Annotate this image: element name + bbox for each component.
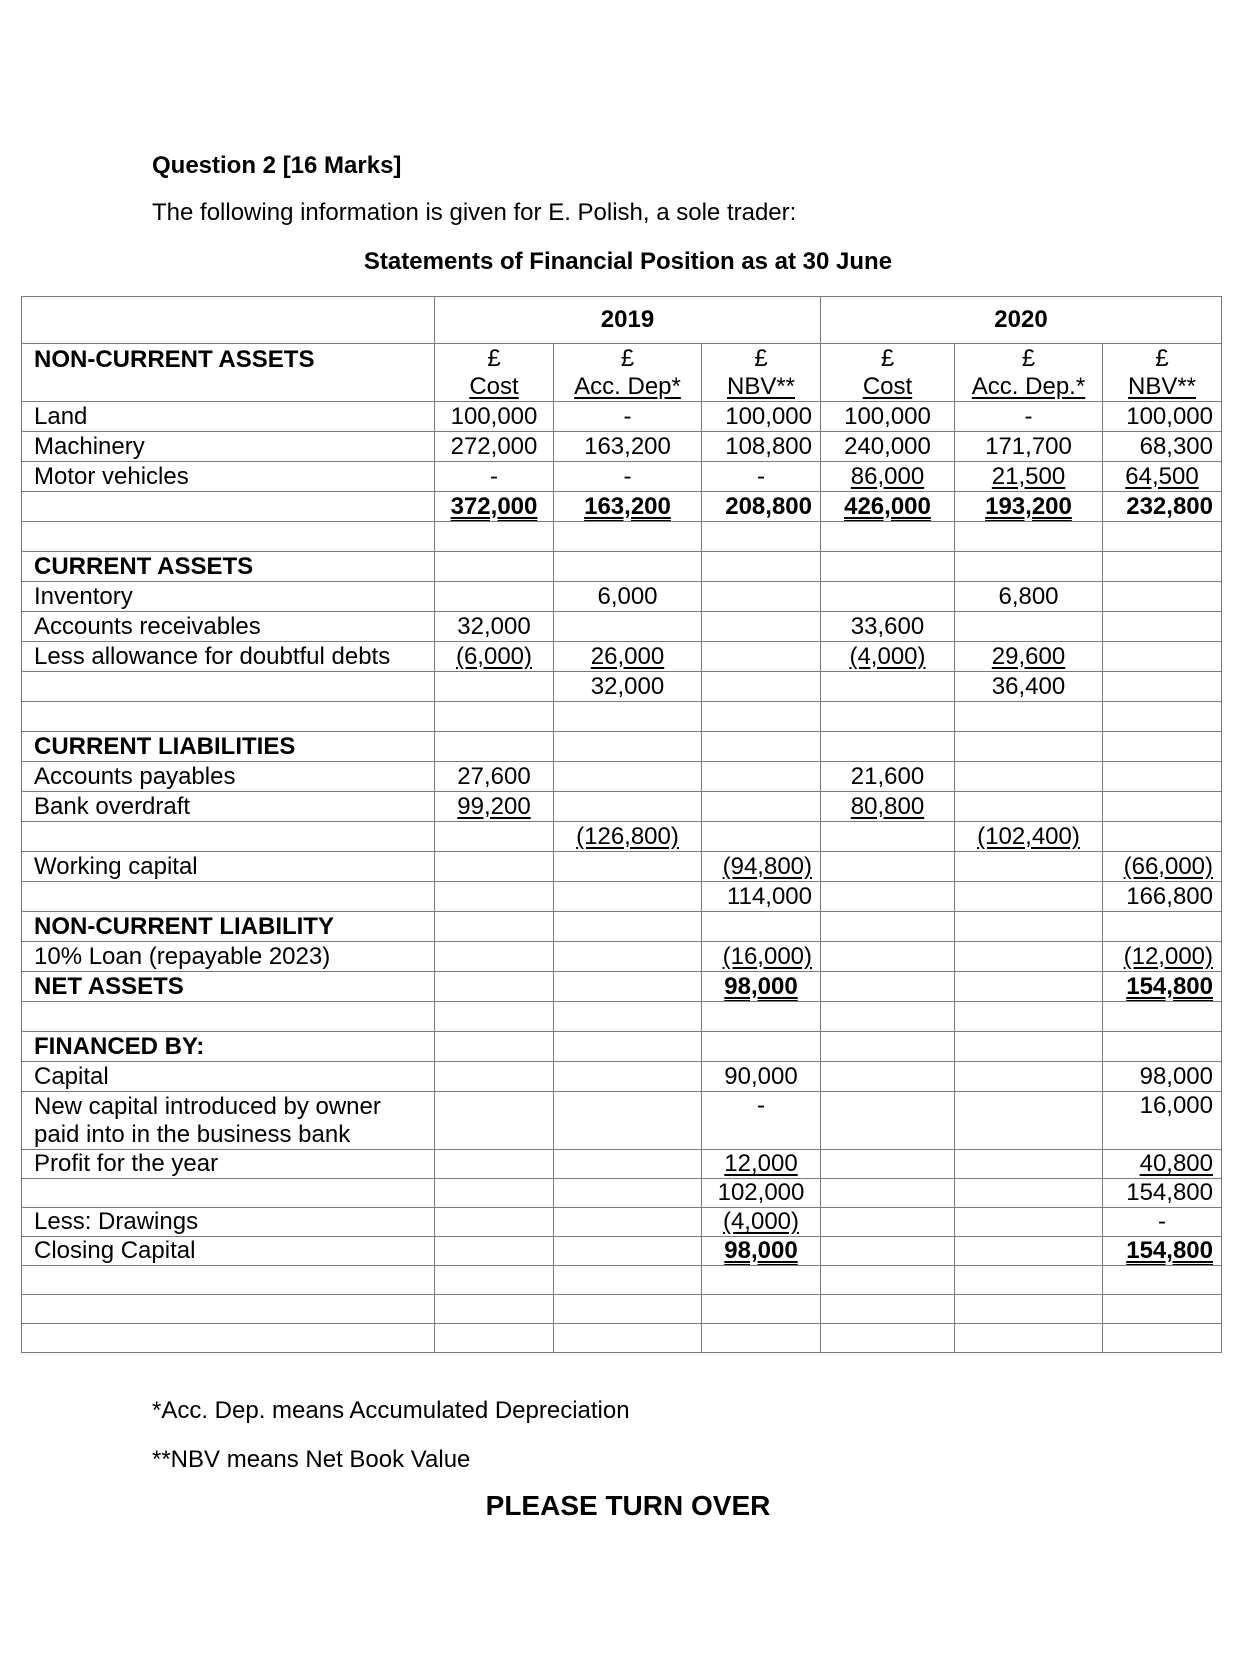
table-row-financed-heading xyxy=(22,1032,1222,1062)
cell-cl-total-2019: (126,800) xyxy=(576,822,679,850)
table-row-spacer xyxy=(22,1266,1222,1295)
col-cost-label: Cost xyxy=(469,372,519,400)
cell-net-assets-2019: 98,000 xyxy=(724,972,798,1000)
cell-loan-2020: (12,000) xyxy=(1123,942,1213,970)
cell-cost-2020: 426,000 xyxy=(844,492,931,520)
row-label: Capital xyxy=(22,1062,435,1092)
cell-cost-2019: 272,000 xyxy=(435,432,554,462)
row-label: Motor vehicles xyxy=(22,462,435,492)
column-header-row xyxy=(22,344,1222,402)
table-row-new-capital xyxy=(22,1092,1222,1150)
cell-inventory-2019: 6,000 xyxy=(554,582,702,612)
footnote-accdep: *Acc. Dep. means Accumulated Depreciation xyxy=(152,1397,630,1424)
cell-nbv-2019: 208,800 xyxy=(702,492,821,522)
cell-nbv-2019: - xyxy=(702,462,821,492)
cell-subtotal-2020: 166,800 xyxy=(1103,882,1222,912)
row-label: Machinery xyxy=(22,432,435,462)
ca-heading: CURRENT ASSETS xyxy=(22,552,435,582)
nca-heading: NON-CURRENT ASSETS xyxy=(22,344,435,402)
cell-cl-total-2020: (102,400) xyxy=(977,822,1080,850)
table-row-subtotal xyxy=(22,882,1222,912)
currency-symbol: £ xyxy=(754,344,768,372)
row-label: 10% Loan (repayable 2023) xyxy=(22,942,435,972)
col-nbv-2020 xyxy=(1103,344,1222,402)
cell-nbv-2019: 108,800 xyxy=(702,432,821,462)
table-row-ca-heading xyxy=(22,552,1222,582)
cell-cap-subtotal-2019: 102,000 xyxy=(702,1179,821,1208)
cell-ca-total-2020: 36,400 xyxy=(955,672,1103,702)
cell-overdraft-2020: 80,800 xyxy=(850,792,925,820)
row-label: Accounts payables xyxy=(22,762,435,792)
table-row-overdraft xyxy=(22,792,1222,822)
cell-nbv-2020: 232,800 xyxy=(1103,492,1222,522)
col-accdep-2019 xyxy=(554,344,702,402)
table-row-motor-vehicles xyxy=(22,462,1222,492)
table-row-working-capital xyxy=(22,852,1222,882)
cell-accdep-2020: - xyxy=(955,402,1103,432)
col-accdep-2020 xyxy=(955,344,1103,402)
year-2020-header: 2020 xyxy=(821,297,1222,344)
ncl-heading: NON-CURRENT LIABILITY xyxy=(22,912,435,942)
table-row-spacer xyxy=(22,1002,1222,1032)
currency-symbol: £ xyxy=(620,344,635,372)
cell-profit-2019: 12,000 xyxy=(724,1150,798,1177)
col-nbv-2019 xyxy=(702,344,821,402)
col-cost-2019 xyxy=(435,344,554,402)
row-label: Inventory xyxy=(22,582,435,612)
intro-text: The following information is given for E. Polish, a sole trader: xyxy=(152,199,797,226)
col-cost-2020 xyxy=(821,344,955,402)
cell-closing-2020: 154,800 xyxy=(1126,1237,1213,1264)
financial-position-table xyxy=(21,296,1222,1353)
table-row-net-assets xyxy=(22,972,1222,1002)
cell-cost-2019: 372,000 xyxy=(450,492,538,520)
row-label xyxy=(22,1092,435,1150)
row-label xyxy=(22,492,435,522)
please-turn-over: PLEASE TURN OVER xyxy=(485,1490,771,1521)
row-label: Less: Drawings xyxy=(22,1208,435,1237)
table-row-allowance xyxy=(22,642,1222,672)
row-label: Land xyxy=(22,402,435,432)
table-row-cap-subtotal xyxy=(22,1179,1222,1208)
row-label: Accounts receivables xyxy=(22,612,435,642)
cell-working-capital-2019: (94,800) xyxy=(722,852,812,880)
table-row-ca-total xyxy=(22,672,1222,702)
cell-allowance-2019: (6,000) xyxy=(455,642,533,670)
table-row-cl-heading xyxy=(22,732,1222,762)
cell-accdep-2020: 21,500 xyxy=(991,462,1066,490)
row-label: NET ASSETS xyxy=(22,972,435,1002)
cell-accdep-2020: 193,200 xyxy=(985,492,1072,520)
currency-symbol: £ xyxy=(880,344,895,372)
row-label: Closing Capital xyxy=(22,1237,435,1266)
cell-new-capital-2020: 16,000 xyxy=(1103,1092,1222,1150)
col-accdep-label: Acc. Dep* xyxy=(574,372,681,400)
cell-capital-2019: 90,000 xyxy=(702,1062,821,1092)
cell-profit-2020: 40,800 xyxy=(1139,1150,1213,1177)
cell-cap-subtotal-2020: 154,800 xyxy=(1103,1179,1222,1208)
cell-working-capital-2020: (66,000) xyxy=(1123,852,1213,880)
table-row-machinery xyxy=(22,432,1222,462)
table-row-spacer xyxy=(22,1324,1222,1353)
table-row-land xyxy=(22,402,1222,432)
cell-cost-2019: 100,000 xyxy=(435,402,554,432)
cell-nbv-2020: 100,000 xyxy=(1103,402,1222,432)
currency-symbol: £ xyxy=(1155,344,1169,372)
cell-nbv-2020: 64,500 xyxy=(1125,462,1199,490)
table-row-capital xyxy=(22,1062,1222,1092)
statement-title: Statements of Financial Position as at 30 June xyxy=(363,248,893,275)
cell-cost-2020: 100,000 xyxy=(821,402,955,432)
cell-payables-2019: 27,600 xyxy=(435,762,554,792)
row-label: Profit for the year xyxy=(22,1150,435,1179)
cell-nbv-2019: 100,000 xyxy=(702,402,821,432)
cell-allowance-2020: (4,000) xyxy=(849,642,926,670)
cell-drawings-2019: (4,000) xyxy=(722,1208,800,1235)
table-row-cl-total xyxy=(22,822,1222,852)
row-label: Working capital xyxy=(22,852,435,882)
cell-accdep-2019: 163,200 xyxy=(584,492,671,520)
cell-new-capital-2019: - xyxy=(702,1092,821,1150)
year-header-row xyxy=(22,297,1222,344)
row-label-line2: paid into in the business bank xyxy=(34,1120,351,1148)
cell-nbv-2020: 68,300 xyxy=(1103,432,1222,462)
financed-heading: FINANCED BY: xyxy=(22,1032,435,1062)
table-row-loan xyxy=(22,942,1222,972)
cell-net-receivables-2020: 29,600 xyxy=(991,642,1066,670)
col-nbv-label: NBV** xyxy=(1127,372,1197,400)
col-accdep-label: Acc. Dep.* xyxy=(971,372,1086,400)
question-title: Question 2 [16 Marks] xyxy=(152,152,402,179)
table-row-profit xyxy=(22,1150,1222,1179)
cell-cost-2020: 86,000 xyxy=(850,462,925,490)
row-label: Less allowance for doubtful debts xyxy=(22,642,435,672)
cell-net-receivables-2019: 26,000 xyxy=(590,642,665,670)
col-nbv-label: NBV** xyxy=(726,372,796,400)
cell-payables-2020: 21,600 xyxy=(821,762,955,792)
cell-accdep-2019: - xyxy=(554,402,702,432)
cell-inventory-2020: 6,800 xyxy=(955,582,1103,612)
cell-accdep-2019: - xyxy=(554,462,702,492)
table-row-payables xyxy=(22,762,1222,792)
row-label-line1: New capital introduced by owner xyxy=(34,1092,381,1120)
cell-subtotal-2019: 114,000 xyxy=(702,882,821,912)
cell-net-assets-2020: 154,800 xyxy=(1126,972,1213,1000)
footnote-nbv: **NBV means Net Book Value xyxy=(152,1446,471,1473)
cell-cost-2020: 240,000 xyxy=(821,432,955,462)
table-row-spacer xyxy=(22,522,1222,552)
cell-overdraft-2019: 99,200 xyxy=(457,792,531,820)
table-row-drawings xyxy=(22,1208,1222,1237)
table-row-ncl-heading xyxy=(22,912,1222,942)
cell-drawings-2020: - xyxy=(1103,1208,1222,1237)
table-row-inventory xyxy=(22,582,1222,612)
table-row-receivables xyxy=(22,612,1222,642)
table-row-spacer xyxy=(22,1295,1222,1324)
cell-receivables-2019: 32,000 xyxy=(435,612,554,642)
year-2019-header: 2019 xyxy=(435,297,821,344)
cell-loan-2019: (16,000) xyxy=(722,942,812,970)
cell-receivables-2020: 33,600 xyxy=(821,612,955,642)
table-row-closing-capital xyxy=(22,1237,1222,1266)
currency-symbol: £ xyxy=(487,344,501,372)
cell-capital-2020: 98,000 xyxy=(1103,1062,1222,1092)
cell-accdep-2019: 163,200 xyxy=(554,432,702,462)
table-row-nca-total xyxy=(22,492,1222,522)
cell-accdep-2020: 171,700 xyxy=(955,432,1103,462)
cell-ca-total-2019: 32,000 xyxy=(554,672,702,702)
cl-heading: CURRENT LIABILITIES xyxy=(22,732,435,762)
currency-symbol: £ xyxy=(1021,344,1036,372)
row-label: Bank overdraft xyxy=(22,792,435,822)
cell-cost-2019: - xyxy=(435,462,554,492)
table-row-spacer xyxy=(22,702,1222,732)
col-cost-label: Cost xyxy=(862,372,913,400)
cell-closing-2019: 98,000 xyxy=(724,1237,798,1264)
header-blank xyxy=(22,297,435,344)
